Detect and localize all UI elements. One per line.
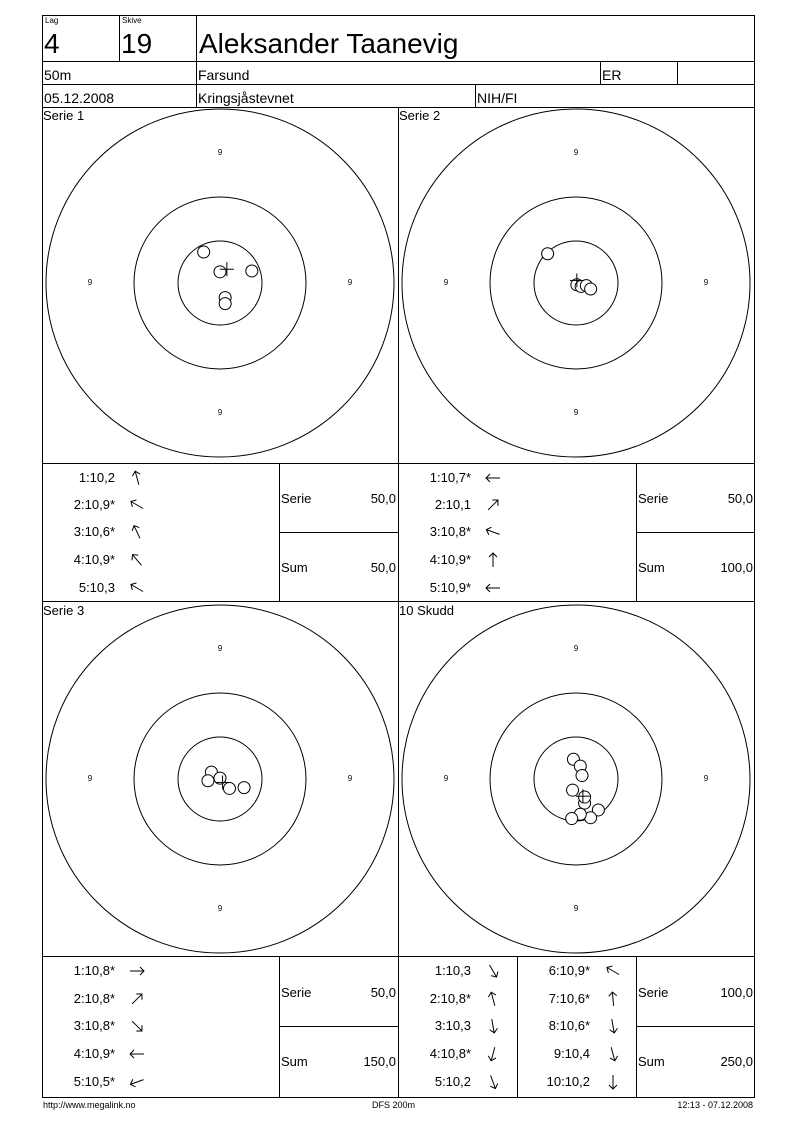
shooter-name: Aleksander Taanevig	[199, 28, 459, 59]
arrow-icon	[604, 990, 622, 1008]
shot-score: 6:10,9*	[548, 963, 590, 978]
shot-score: 3:10,8*	[73, 1018, 115, 1033]
arrow-icon	[484, 962, 502, 980]
shot-score: 4:10,9*	[429, 552, 471, 567]
arrow-icon	[604, 1017, 622, 1035]
distance: 50m	[44, 67, 72, 83]
target-ring	[402, 605, 750, 953]
ring-number: 9	[703, 278, 709, 287]
target-3	[42, 601, 398, 957]
arrow-icon	[484, 579, 502, 597]
serie-label: Serie	[281, 491, 312, 506]
shot-score: 5:10,5*	[73, 1074, 115, 1089]
ring-number: 9	[347, 278, 353, 287]
ring-number: 9	[217, 148, 223, 157]
target-4	[398, 601, 754, 957]
arrow-icon	[604, 1045, 622, 1063]
arrow-icon	[484, 496, 502, 514]
shot-score: 3:10,8*	[429, 524, 471, 539]
target-title: 10 Skudd	[399, 603, 454, 618]
sum-value: 250,0	[720, 1054, 753, 1069]
sum-label: Sum	[638, 560, 665, 575]
shot-hole	[585, 283, 597, 295]
arrow-icon	[484, 990, 502, 1008]
shot-hole	[246, 265, 258, 277]
footer-system: DFS 200m	[372, 1100, 416, 1110]
arrow-icon	[484, 523, 502, 541]
sum-value: 150,0	[363, 1054, 396, 1069]
ring-number: 9	[443, 278, 449, 287]
arrow-icon	[484, 469, 502, 487]
ring-number: 9	[573, 644, 579, 653]
target-2	[398, 105, 754, 461]
shot-score: 1:10,2	[78, 470, 115, 485]
serie-value: 50,0	[727, 491, 753, 506]
ring-number: 9	[573, 408, 579, 417]
sum-value: 100,0	[720, 560, 753, 575]
target-1	[42, 105, 398, 461]
skive-value: 19	[121, 28, 153, 59]
serie-label: Serie	[638, 491, 669, 506]
target-ring	[134, 197, 306, 369]
target-ring	[178, 241, 262, 325]
arrow-icon	[484, 551, 502, 569]
club: Farsund	[198, 67, 250, 83]
footer-url[interactable]: http://www.megalink.no	[43, 1100, 136, 1110]
shot-hole	[576, 770, 588, 782]
footer-printed: 12:13 - 07.12.2008	[677, 1100, 753, 1110]
shot-hole	[219, 298, 231, 310]
ring-number: 9	[443, 774, 449, 783]
shot-hole	[202, 775, 214, 787]
target-title: Serie 1	[43, 108, 85, 123]
arrow-icon	[128, 1073, 146, 1091]
ring-number: 9	[217, 408, 223, 417]
shot-score: 1:10,8*	[73, 963, 115, 978]
shot-score: 4:10,9*	[73, 552, 115, 567]
shot-score: 8:10,6*	[548, 1018, 590, 1033]
ring-number: 9	[87, 774, 93, 783]
shot-score: 1:10,3	[434, 963, 471, 978]
shot-score: 5:10,9*	[429, 580, 471, 595]
shot-score: 10:10,2	[546, 1074, 590, 1089]
sum-label: Sum	[638, 1054, 665, 1069]
shot-hole	[223, 782, 235, 794]
arrow-icon	[128, 496, 146, 514]
date: 05.12.2008	[44, 90, 115, 106]
shot-score: 4:10,8*	[429, 1046, 471, 1061]
shot-hole	[566, 813, 578, 825]
arrow-icon	[128, 523, 146, 541]
shot-score: 2:10,1	[434, 497, 471, 512]
serie-label: Serie	[281, 985, 312, 1000]
shot-hole	[198, 246, 210, 258]
shot-score: 2:10,8*	[429, 991, 471, 1006]
shot-score: 5:10,3	[78, 580, 115, 595]
shot-hole	[542, 248, 554, 260]
shot-score: 3:10,6*	[73, 524, 115, 539]
target-title: Serie 3	[43, 603, 85, 618]
serie-value: 50,0	[370, 491, 396, 506]
arrow-icon	[128, 962, 146, 980]
sum-label: Sum	[281, 560, 308, 575]
arrow-icon	[604, 962, 622, 980]
arrow-icon	[128, 990, 146, 1008]
arrow-icon	[604, 1073, 622, 1091]
shot-hole	[214, 266, 226, 278]
sum-value: 50,0	[370, 560, 396, 575]
arrow-icon	[128, 469, 146, 487]
event-name: Kringsjåstevnet	[198, 90, 294, 106]
shot-score: 2:10,9*	[73, 497, 115, 512]
ring-number: 9	[217, 904, 223, 913]
arrow-icon	[484, 1017, 502, 1035]
serie-value: 100,0	[720, 985, 753, 1000]
class: ER	[602, 67, 622, 83]
arrow-icon	[128, 1045, 146, 1063]
shot-score: 3:10,3	[434, 1018, 471, 1033]
shot-score: 4:10,9*	[73, 1046, 115, 1061]
shot-hole	[579, 791, 591, 803]
ring-number: 9	[703, 774, 709, 783]
shot-score: 2:10,8*	[73, 991, 115, 1006]
lag-value: 4	[44, 28, 60, 59]
shot-score: 7:10,6*	[548, 991, 590, 1006]
ring-number: 9	[573, 148, 579, 157]
shot-score: 1:10,7*	[429, 470, 471, 485]
sum-label: Sum	[281, 1054, 308, 1069]
arrow-icon	[484, 1045, 502, 1063]
target-title: Serie 2	[399, 108, 441, 123]
shot-hole	[567, 784, 579, 796]
ring-number: 9	[347, 774, 353, 783]
lag-label: Lag	[45, 16, 59, 25]
shot-score: 9:10,4	[553, 1046, 590, 1061]
shot-hole	[238, 782, 250, 794]
ring-number: 9	[87, 278, 93, 287]
target-ring	[534, 737, 618, 821]
serie-label: Serie	[638, 985, 669, 1000]
serie-value: 50,0	[370, 985, 396, 1000]
target-ring	[46, 109, 394, 457]
arrow-icon	[128, 551, 146, 569]
skive-label: Skive	[122, 16, 142, 25]
target-ring	[490, 693, 662, 865]
ring-number: 9	[217, 644, 223, 653]
arrow-icon	[128, 1017, 146, 1035]
arrow-icon	[484, 1073, 502, 1091]
organizer: NIH/FI	[477, 90, 518, 106]
ring-number: 9	[573, 904, 579, 913]
arrow-icon	[128, 579, 146, 597]
shot-score: 5:10,2	[434, 1074, 471, 1089]
